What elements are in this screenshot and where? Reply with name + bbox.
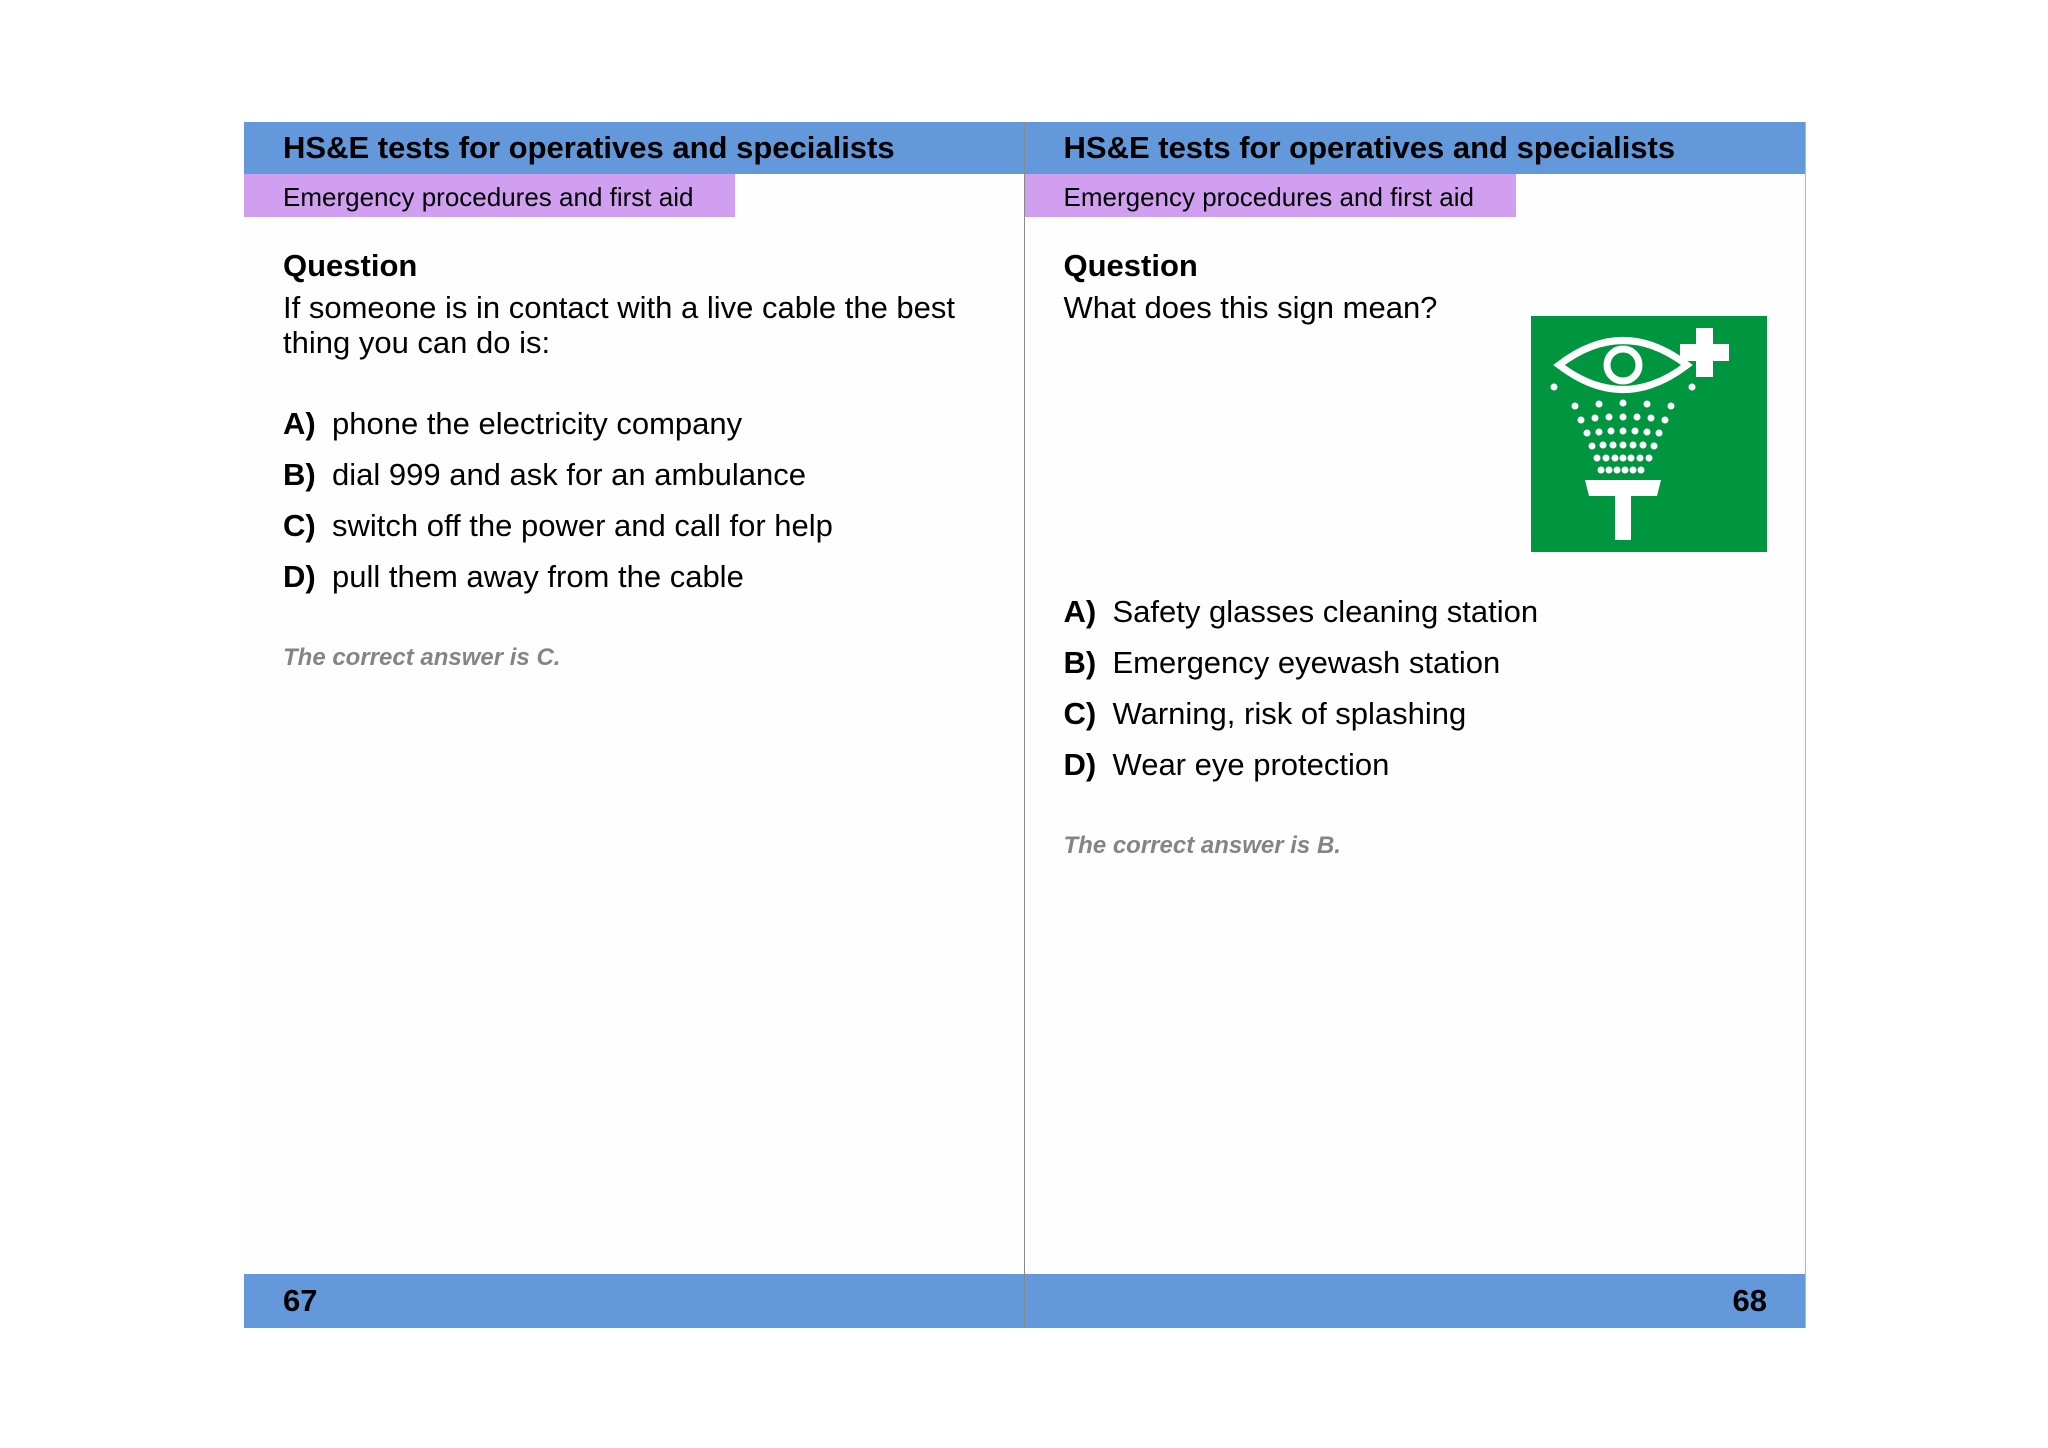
answer-option-c <box>283 508 833 559</box>
answer-list <box>283 406 833 610</box>
answer-option-d <box>283 559 833 610</box>
header-title: HS&E tests for operatives and specialists <box>283 130 895 165</box>
page-left <box>244 122 1025 1328</box>
answer-text: pull them away from the cable <box>332 559 744 594</box>
answer-text: Warning, risk of splashing <box>1112 696 1467 731</box>
answer-text: Wear eye protection <box>1112 747 1390 782</box>
answer-text: phone the electricity company <box>332 406 743 441</box>
footer-bar <box>1025 1274 1806 1328</box>
answer-text: switch off the power and call for help <box>332 508 833 543</box>
answer-letter: B) <box>283 457 316 492</box>
section-tab <box>1025 174 1516 217</box>
answer-option-d <box>1064 747 1539 798</box>
answer-list <box>1064 594 1539 798</box>
page-right <box>1025 122 1807 1328</box>
section-title: Emergency procedures and first aid <box>1063 182 1474 212</box>
header-bar <box>244 122 1024 174</box>
answer-letter: C) <box>283 508 316 543</box>
answer-option-c <box>1064 696 1539 747</box>
answer-text: Safety glasses cleaning station <box>1112 594 1539 629</box>
book-spread <box>244 122 1806 1328</box>
page-number: 67 <box>283 1283 318 1318</box>
footer-bar <box>244 1274 1024 1328</box>
section-tab <box>244 174 735 217</box>
answer-option-b <box>283 457 833 508</box>
answer-text: Emergency eyewash station <box>1112 645 1501 680</box>
section-title: Emergency procedures and first aid <box>283 182 694 212</box>
answer-letter: A) <box>283 406 316 441</box>
header-title: HS&E tests for operatives and specialists <box>1063 130 1676 165</box>
correct-answer-note: The correct answer is B. <box>1063 832 1341 859</box>
correct-answer-note: The correct answer is C. <box>283 644 561 671</box>
emergency-eyewash-sign-icon <box>1531 316 1767 552</box>
answer-letter: A) <box>1063 594 1097 629</box>
answer-letter: C) <box>1063 696 1097 731</box>
answer-text: dial 999 and ask for an ambulance <box>332 457 806 492</box>
question-label: Question <box>283 248 418 283</box>
page-number: 68 <box>1732 1283 1767 1318</box>
answer-option-a <box>1064 594 1539 645</box>
question-label: Question <box>1063 248 1198 283</box>
answer-option-a <box>283 406 833 457</box>
answer-letter: B) <box>1063 645 1097 680</box>
question-text: What does this sign mean? <box>1063 290 1438 325</box>
answer-letter: D) <box>1063 747 1097 782</box>
question-text: If someone is in contact with a live cable the best thing you can do is: <box>283 290 956 360</box>
answer-option-b <box>1064 645 1539 696</box>
header-bar <box>1025 122 1806 174</box>
answer-letter: D) <box>283 559 316 594</box>
